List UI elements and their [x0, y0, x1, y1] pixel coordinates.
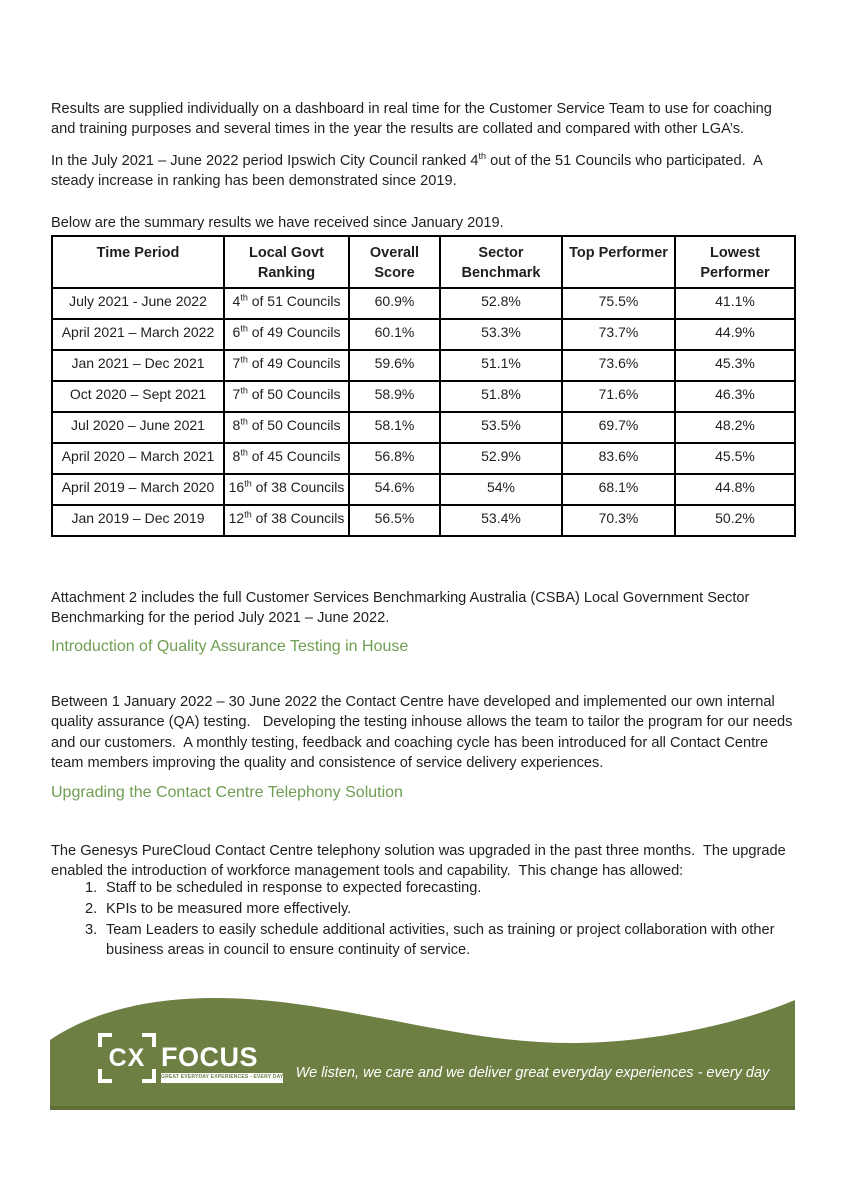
cell-top-performer: 73.7% — [562, 319, 675, 350]
cell-ranking: 8th of 45 Councils — [224, 443, 349, 474]
telephony-benefits-list — [51, 878, 795, 961]
cell-ranking: 12th of 38 Councils — [224, 505, 349, 536]
cell-top-performer: 68.1% — [562, 474, 675, 505]
cell-lowest-performer: 48.2% — [675, 412, 795, 443]
cell-lowest-performer: 45.5% — [675, 443, 795, 474]
cell-sector-benchmark: 51.8% — [440, 381, 562, 412]
cell-ranking: 16th of 38 Councils — [224, 474, 349, 505]
cell-overall-score: 58.9% — [349, 381, 440, 412]
cell-ranking: 7th of 49 Councils — [224, 350, 349, 381]
column-header: Time Period — [52, 236, 224, 288]
table-row — [52, 443, 795, 474]
list-item-number: 2. — [85, 900, 98, 917]
list-item-text: KPIs to be measured more effectively. — [106, 900, 352, 917]
column-header: Sector Benchmark — [440, 236, 562, 288]
cell-top-performer: 73.6% — [562, 350, 675, 381]
cell-overall-score: 56.5% — [349, 505, 440, 536]
column-header: Lowest Performer — [675, 236, 795, 288]
cell-time-period: Jan 2019 – Dec 2019 — [52, 505, 224, 536]
logo-focus-text: FOCUS — [161, 1042, 258, 1072]
column-header: Top Performer — [562, 236, 675, 288]
cell-overall-score: 59.6% — [349, 350, 440, 381]
frame-corner-icon — [98, 1033, 112, 1047]
cx-focus-frame-icon — [98, 1033, 156, 1083]
column-header: Local Govt Ranking — [224, 236, 349, 288]
benchmark-table-body — [52, 288, 795, 536]
cell-time-period: July 2021 - June 2022 — [52, 288, 224, 319]
logo-cx-text: CX — [108, 1043, 146, 1072]
cell-lowest-performer: 41.1% — [675, 288, 795, 319]
cell-lowest-performer: 45.3% — [675, 350, 795, 381]
cell-sector-benchmark: 53.3% — [440, 319, 562, 350]
list-item-number: 1. — [85, 880, 98, 896]
cell-ranking: 6th of 49 Councils — [224, 319, 349, 350]
logo-strip-text: GREAT EVERYDAY EXPERIENCES - EVERY DAY — [161, 1073, 283, 1083]
cell-sector-benchmark: 51.1% — [440, 350, 562, 381]
cell-top-performer: 75.5% — [562, 288, 675, 319]
cell-time-period: Oct 2020 – Sept 2021 — [52, 381, 224, 412]
list-item — [51, 878, 795, 899]
cell-sector-benchmark: 53.5% — [440, 412, 562, 443]
logo-focus-block — [161, 1044, 283, 1083]
cell-top-performer: 71.6% — [562, 381, 675, 412]
list-item — [51, 899, 795, 920]
cell-overall-score: 56.8% — [349, 443, 440, 474]
cell-time-period: April 2020 – March 2021 — [52, 443, 224, 474]
heading-telephony: Upgrading the Contact Centre Telephony Solution — [51, 784, 403, 802]
frame-corner-icon — [98, 1069, 112, 1083]
table-row — [52, 474, 795, 505]
table-row — [52, 288, 795, 319]
cell-top-performer: 70.3% — [562, 505, 675, 536]
table-row — [52, 412, 795, 443]
paragraph-ranking — [51, 151, 795, 192]
cell-time-period: April 2019 – March 2020 — [52, 474, 224, 505]
cell-sector-benchmark: 54% — [440, 474, 562, 505]
benchmark-results-table — [51, 235, 796, 537]
table-row — [52, 319, 795, 350]
paragraph-ranking-text: In the July 2021 – June 2022 period Ipswich City Council ranked 4 — [51, 152, 479, 169]
list-item-number: 3. — [85, 921, 98, 938]
paragraph-telephony-body: The Genesys PureCloud Contact Centre telephony solution was upgraded in the past three months. The upgrade enabled the introduction of workforce management tools and capability. This change has allowed: — [51, 842, 790, 880]
paragraph-attachment: Attachment 2 includes the full Customer Services Benchmarking Australia (CSBA) Local Government Sector Benchmarking for the period July 2021 – June 2022. — [51, 589, 754, 627]
ordinal-superscript: th — [478, 150, 487, 161]
heading-qa-testing: Introduction of Quality Assurance Testing in House — [51, 638, 409, 656]
footer-tagline: We listen, we care and we deliver great everyday experiences - every day — [295, 1065, 770, 1081]
cell-lowest-performer: 44.9% — [675, 319, 795, 350]
list-item — [51, 920, 795, 962]
paragraph-qa-body: Between 1 January 2022 – 30 June 2022 the Contact Centre have developed and implemented our own internal quality assurance (QA) testing. Developing the testing inhouse allows the team to tailor the program for our needs and our customers. A monthly testing, feedback and coaching cycle has been introduced for all Contact Centre team members improving the quality and consistence of service delivery experiences. — [51, 693, 797, 772]
frame-corner-icon — [142, 1069, 156, 1083]
cell-top-performer: 69.7% — [562, 412, 675, 443]
cell-overall-score: 58.1% — [349, 412, 440, 443]
cell-time-period: Jul 2020 – June 2021 — [52, 412, 224, 443]
cell-lowest-performer: 50.2% — [675, 505, 795, 536]
cell-time-period: Jan 2021 – Dec 2021 — [52, 350, 224, 381]
table-row — [52, 381, 795, 412]
cell-lowest-performer: 46.3% — [675, 381, 795, 412]
cell-overall-score: 60.1% — [349, 319, 440, 350]
cell-sector-benchmark: 52.8% — [440, 288, 562, 319]
cell-sector-benchmark: 53.4% — [440, 505, 562, 536]
cell-lowest-performer: 44.8% — [675, 474, 795, 505]
cell-top-performer: 83.6% — [562, 443, 675, 474]
list-item-text: Staff to be scheduled in response to expected forecasting. — [106, 880, 482, 896]
table-header-row — [52, 236, 795, 288]
cell-ranking: 4th of 51 Councils — [224, 288, 349, 319]
page-footer — [50, 985, 795, 1110]
cell-overall-score: 60.9% — [349, 288, 440, 319]
column-header: Overall Score — [349, 236, 440, 288]
paragraph-summary-intro: Below are the summary results we have received since January 2019. — [51, 214, 504, 231]
list-item-text: Team Leaders to easily schedule additional activities, such as training or project collaboration with other business areas in council to ensure continuity of service. — [106, 921, 775, 959]
paragraph-dashboard-results: Results are supplied individually on a dashboard in real time for the Customer Service Team to use for coaching and training purposes and several times in the year the results are collated and compared with other LGA’s. — [51, 100, 776, 138]
cx-focus-logo — [98, 1033, 283, 1083]
cell-overall-score: 54.6% — [349, 474, 440, 505]
cell-ranking: 7th of 50 Councils — [224, 381, 349, 412]
frame-corner-icon — [142, 1033, 156, 1047]
table-row — [52, 505, 795, 536]
table-row — [52, 350, 795, 381]
cell-ranking: 8th of 50 Councils — [224, 412, 349, 443]
paragraph-ranking-text-2: out of the 51 Councils who participated. A steady increase in ranking has been demonstrated since 2019. — [51, 152, 766, 190]
cell-time-period: April 2021 – March 2022 — [52, 319, 224, 350]
cell-sector-benchmark: 52.9% — [440, 443, 562, 474]
